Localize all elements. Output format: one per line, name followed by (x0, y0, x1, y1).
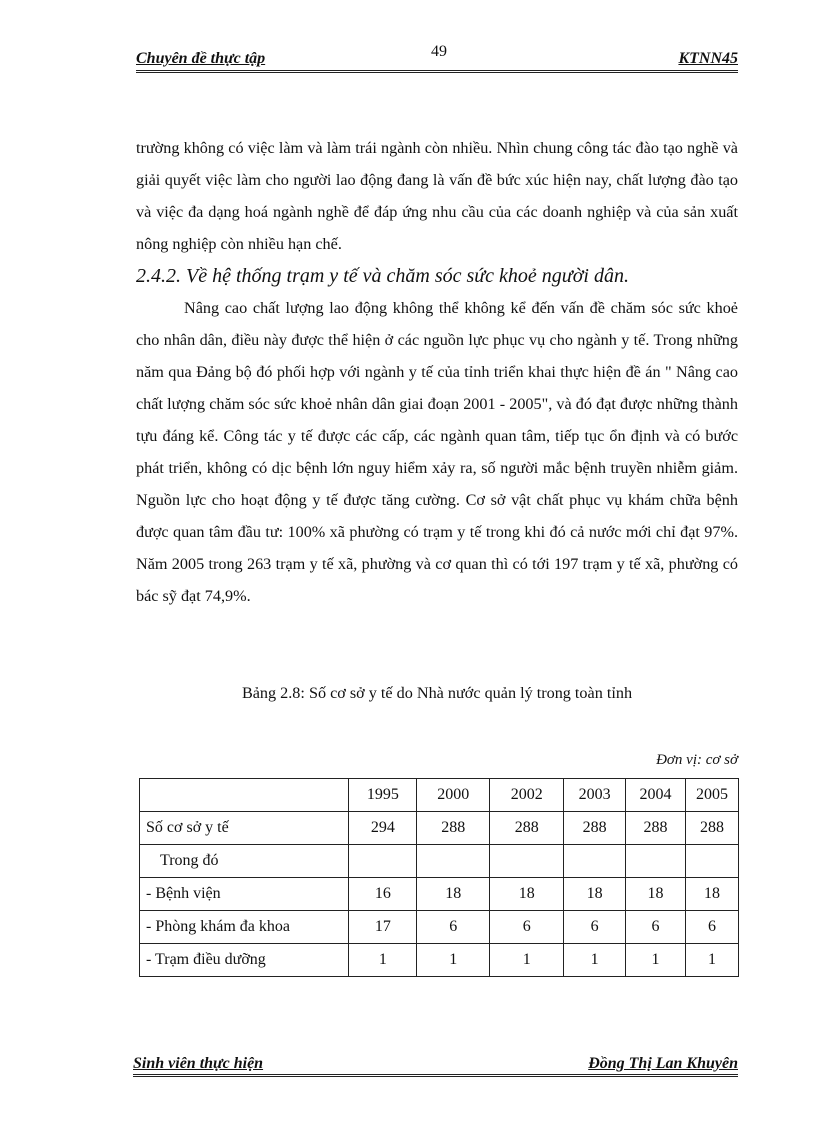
paragraph-1: trường không có việc làm và làm trái ngành còn nhiều. Nhìn chung công tác đào tạo nghề và giải quyết việc làm cho người lao động đang là vấn đề bức xúc hiện nay, chất lượng đào tạo và việc đa dạng hoá ngành nghề để đáp ứng nhu cầu của các doanh nghiệp và của sản xuất nông nghiệp còn nhiều hạn chế. (136, 139, 738, 253)
year-header: 2000 (417, 779, 490, 812)
row-label: Số cơ sở y tế (140, 812, 349, 845)
table-cell: 1 (626, 944, 686, 977)
table-row (140, 878, 739, 911)
table-cell: 288 (417, 812, 490, 845)
footer-label: Sinh viên thực hiện (133, 1055, 264, 1072)
year-header: 2005 (685, 779, 738, 812)
table-cell (564, 845, 626, 878)
page-footer (133, 1052, 738, 1077)
table-cell: 18 (490, 878, 564, 911)
author-name: Đồng Thị Lan Khuyên (588, 1055, 738, 1072)
table-header-row (140, 779, 739, 812)
table-cell: 18 (417, 878, 490, 911)
page-number: 49 (431, 43, 447, 60)
table-cell: 6 (626, 911, 686, 944)
table-cell: 1 (685, 944, 738, 977)
table-cell: 288 (685, 812, 738, 845)
table-cell: 18 (564, 878, 626, 911)
table-unit: Đơn vị: cơ sở (656, 752, 738, 768)
year-header: 2004 (626, 779, 686, 812)
row-label: Trong đó (140, 845, 349, 878)
table-cell: 288 (626, 812, 686, 845)
table-cell (490, 845, 564, 878)
table-cell: 6 (417, 911, 490, 944)
health-facilities-table (139, 778, 739, 977)
table-cell: 1 (564, 944, 626, 977)
table-row (140, 845, 739, 878)
table-cell: 17 (349, 911, 417, 944)
header-code: KTNN45 (678, 50, 738, 67)
row-label: - Trạm điều dưỡng (140, 944, 349, 977)
table-cell: 1 (349, 944, 417, 977)
page-header (136, 43, 738, 73)
table-cell: 18 (685, 878, 738, 911)
year-header: 2003 (564, 779, 626, 812)
year-header: 2002 (490, 779, 564, 812)
table-cell: 16 (349, 878, 417, 911)
row-label: - Phòng khám đa khoa (140, 911, 349, 944)
section-heading: 2.4.2. Về hệ thống trạm y tế và chăm sóc sức khoẻ người dân. (136, 265, 629, 287)
table-cell: 6 (685, 911, 738, 944)
table-row (140, 944, 739, 977)
table-row (140, 812, 739, 845)
row-label: - Bệnh viện (140, 878, 349, 911)
table-cell (685, 845, 738, 878)
table-cell: 6 (564, 911, 626, 944)
table-cell: 1 (417, 944, 490, 977)
table-cell: 1 (490, 944, 564, 977)
paragraph-2: Nâng cao chất lượng lao động không thể không kể đến vấn đề chăm sóc sức khoẻ cho nhân dân, điều này được thể hiện ở các nguồn lực phục vụ cho ngành y tế. Trong những năm qua Đảng bộ đó phối hợp với ngành y tế của tỉnh triển khai thực hiện đề án " Nâng cao chất lượng chăm sóc sức khoẻ nhân dân giai đoạn 2001 - 2005", và đó đạt được những thành tựu đáng kể. Công tác y tế được các cấp, các ngành quan tâm, tiếp tục ổn định và có bước phát triển, không có dịc bệnh lớn nguy hiểm xảy ra, số người mắc bệnh truyền nhiễm giảm. Nguồn lực cho hoạt động y tế được tăng cường. Cơ sở vật chất phục vụ khám chữa bệnh được quan tâm đầu tư: 100% xã phường có trạm y tế trong khi đó cả nước mới chỉ đạt 97%. Năm 2005 trong 263 trạm y tế xã, phường và cơ quan thì có tới 197 trạm y tế xã, phường có bác sỹ đạt 74,9%. (136, 299, 738, 605)
table-cell: 18 (626, 878, 686, 911)
body-text (136, 132, 738, 612)
table-cell (349, 845, 417, 878)
header-title: Chuyên đề thực tập (136, 50, 266, 67)
table-row (140, 911, 739, 944)
table-cell: 288 (564, 812, 626, 845)
table-cell: 288 (490, 812, 564, 845)
year-header: 1995 (349, 779, 417, 812)
table-caption: Bảng 2.8: Số cơ sở y tế do Nhà nước quản lý trong toàn tỉnh (241, 684, 633, 702)
table-cell: 6 (490, 911, 564, 944)
table-cell (417, 845, 490, 878)
table-cell (626, 845, 686, 878)
table-header-empty (140, 779, 349, 812)
table-cell: 294 (349, 812, 417, 845)
